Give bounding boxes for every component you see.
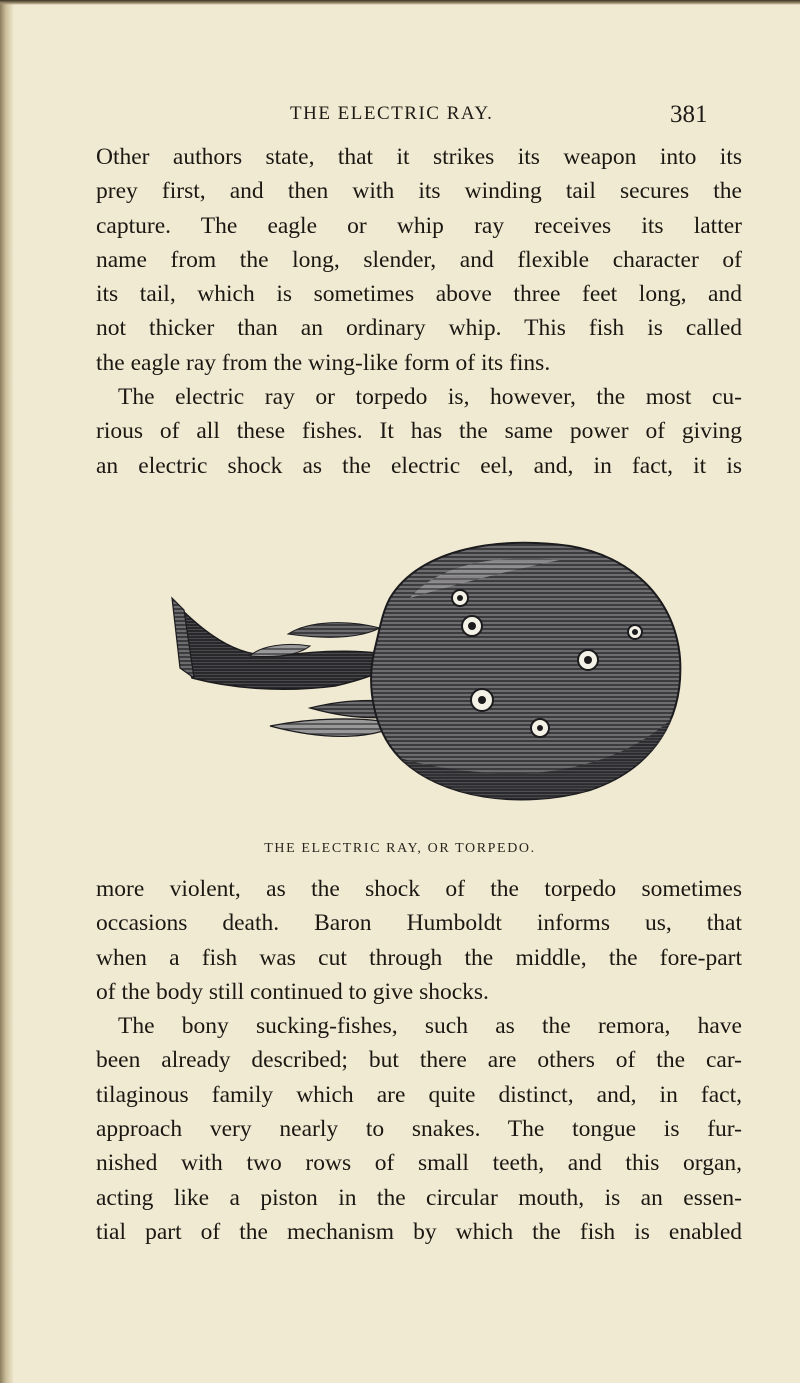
text-line: been already described; but there are others of the car- — [96, 1047, 742, 1074]
text-line: not thicker than an ordinary whip. This fish is called — [96, 315, 742, 342]
text-line: prey first, and then with its winding tail secures the — [96, 178, 742, 205]
running-head — [0, 101, 800, 131]
text-line: more violent, as the shock of the torpedo sometimes — [96, 876, 742, 902]
text-line: The electric ray or torpedo is, however, the most cu- — [118, 384, 742, 411]
text-line: the eagle ray from the wing-like form of its fins. — [96, 349, 551, 376]
text-line: approach very nearly to snakes. The tongue is fur- — [96, 1116, 742, 1143]
figure-caption: THE ELECTRIC RAY, OR TORPEDO. — [264, 841, 536, 856]
page-number: 381 — [670, 101, 708, 128]
ray-dorsal-fin — [288, 623, 380, 638]
text-line: its tail, which is sometimes above three feet long, and — [96, 281, 742, 308]
text-line: The bony sucking-fishes, such as the remora, have — [118, 1013, 742, 1040]
running-title: THE ELECTRIC RAY. — [290, 103, 494, 124]
text-line: tial part of the mechanism by which the fish is enabled — [96, 1218, 742, 1245]
text-line: of the body still continued to give shocks. — [96, 978, 489, 1005]
text-line: nished with two rows of small teeth, and this organ, — [96, 1150, 742, 1177]
text-line: tilaginous family which are quite distinct, and, in fact, — [96, 1081, 742, 1108]
text-block-after-figure — [96, 872, 742, 1249]
text-line: acting like a piston in the circular mouth, is an essen- — [96, 1184, 742, 1211]
electric-ray-illustration — [160, 528, 690, 808]
text-line: occasions death. Baron Humboldt informs us, that — [96, 910, 742, 937]
page-top-edge — [0, 0, 800, 5]
gutter-shadow — [0, 0, 14, 1383]
text-line: an electric shock as the electric eel, and, in fact, it is — [96, 452, 742, 479]
text-line: when a fish was cut through the middle, the fore-part — [96, 944, 742, 971]
text-line: capture. The eagle or whip ray receives its latter — [96, 212, 742, 239]
text-line: name from the long, slender, and flexible character of — [96, 246, 742, 273]
text-block-before-figure — [96, 140, 742, 483]
text-line: rious of all these fishes. It has the same power of giving — [96, 418, 742, 445]
text-line: Other authors state, that it strikes its weapon into its — [96, 144, 742, 170]
